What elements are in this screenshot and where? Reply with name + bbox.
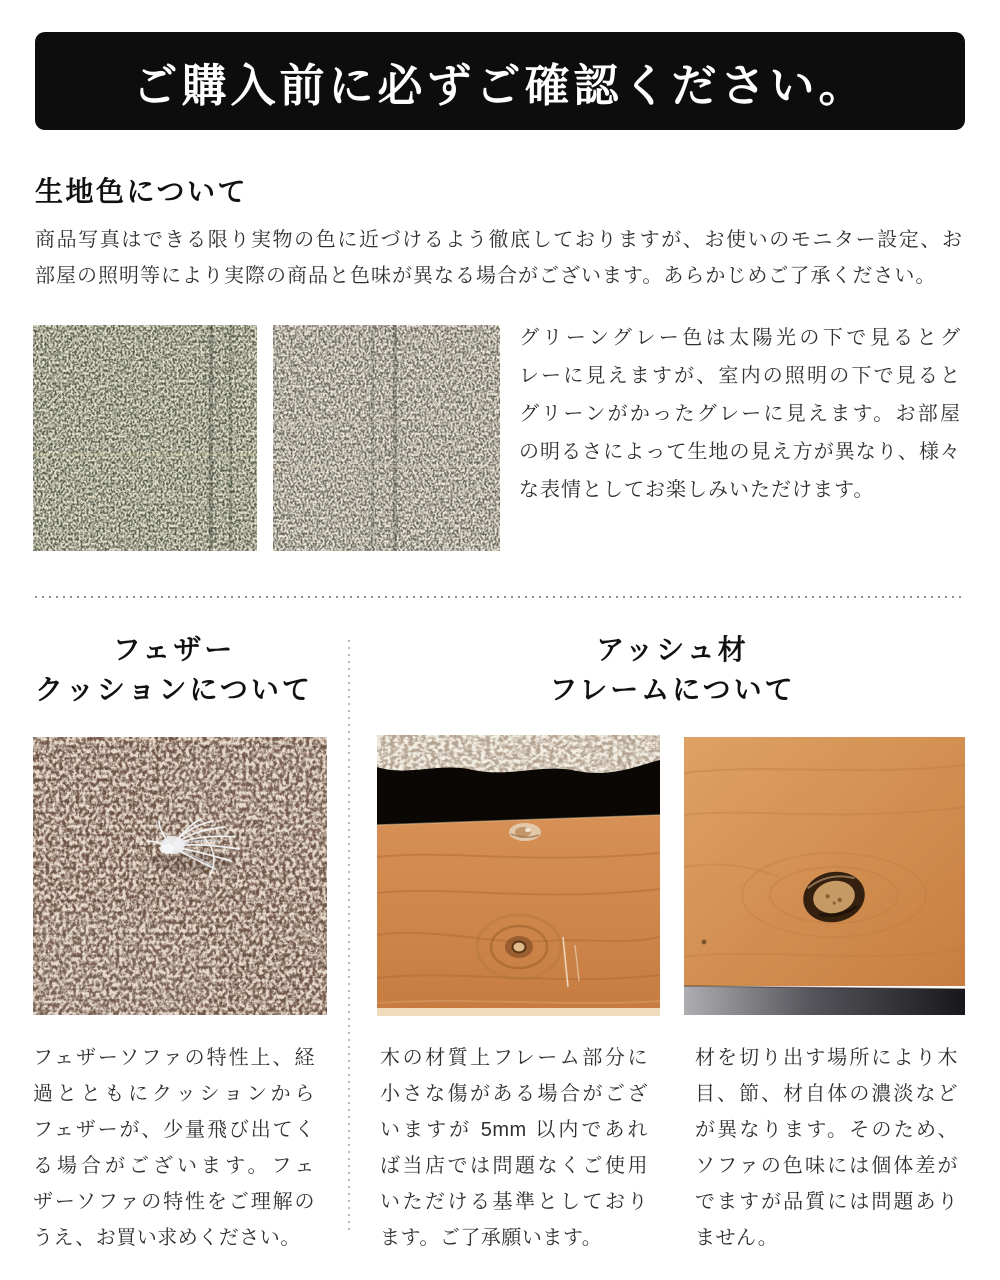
notice-banner-text: ご購入前に必ずご確認ください。 [132,59,868,111]
description-line: グリーングレー色は太陽光の下で見るとグ [519,327,961,349]
frame-left-body-line: ます。ご了承願います。 [380,1227,603,1249]
frame-left-body-line: いただける基準としており [380,1191,648,1213]
fabric-color-intro [35,222,963,294]
description-line: グリーンがかったグレーに見えます。お部屋 [519,403,961,425]
fabric-swatch-photo-1 [33,325,257,551]
column-divider [348,640,350,1232]
frame-scratch-photo [377,735,660,1016]
intro-line: 部屋の照明等により実際の商品と色味が異なる場合がございます。あらかじめご了承ください。 [35,265,937,287]
feather-body-line: フェザーが、少量飛び出てく [33,1119,315,1141]
frame-left-body [380,1040,648,1256]
frame-right-body-line: ソファの色味には個体差が [695,1155,958,1177]
notice-banner [35,32,965,130]
intro-line: 商品写真はできる限り実物の色に近づけるよう徹底しておりますが、お使いのモニター設定、お [35,229,963,251]
frame-left-body-line: 小さな傷がある場合がござ [380,1083,648,1105]
feather-section-body [33,1040,315,1256]
feather-body-line: 過とともにクッションから [33,1083,315,1105]
frame-section-heading [380,630,965,710]
frame-right-body-line: 材を切り出す場所により木 [695,1047,958,1069]
feather-heading-line: クッションについて [35,674,313,705]
frame-right-body-line: ません。 [695,1227,779,1249]
wood-scratch-mark [509,823,541,841]
feather-cushion-photo [33,737,327,1015]
frame-right-body-line: 目、節、材自体の濃淡など [695,1083,958,1105]
frame-left-body-line: いますが 5mm 以内であれ [380,1119,648,1141]
frame-heading-line: フレームについて [549,674,796,705]
feather-body-line: フェザーソファの特性上、経 [33,1047,315,1069]
description-line: な表情としてお楽しみいただけます。 [519,479,875,501]
fabric-swatch-photo-2 [273,325,500,551]
section-divider [35,596,965,598]
feather-heading-line: フェザー [112,634,236,665]
feather-body-line: ザーソファの特性をご理解の [33,1191,315,1213]
frame-left-body-line: 木の材質上フレーム部分に [380,1047,648,1069]
feather-body-line: る場合がございます。フェ [33,1155,315,1177]
fabric-color-heading: 生地色について [35,176,248,207]
description-line: の明るさによって生地の見え方が異なり、様々 [519,441,961,463]
frame-right-body [695,1040,958,1256]
frame-right-body-line: でますが品質には問題あり [695,1191,958,1213]
frame-heading-line: アッシュ材 [596,634,749,665]
feather-body-line: うえ、お買い求めください。 [33,1227,301,1249]
frame-left-body-line: ば当店では問題なくご使用 [380,1155,648,1177]
frame-knot-photo [684,737,965,1015]
frame-right-body-line: が異なります。そのため、 [695,1119,958,1141]
fabric-color-description [519,319,961,509]
feather-section-heading [33,630,315,710]
description-line: レーに見えますが、室内の照明の下で見ると [519,365,961,387]
